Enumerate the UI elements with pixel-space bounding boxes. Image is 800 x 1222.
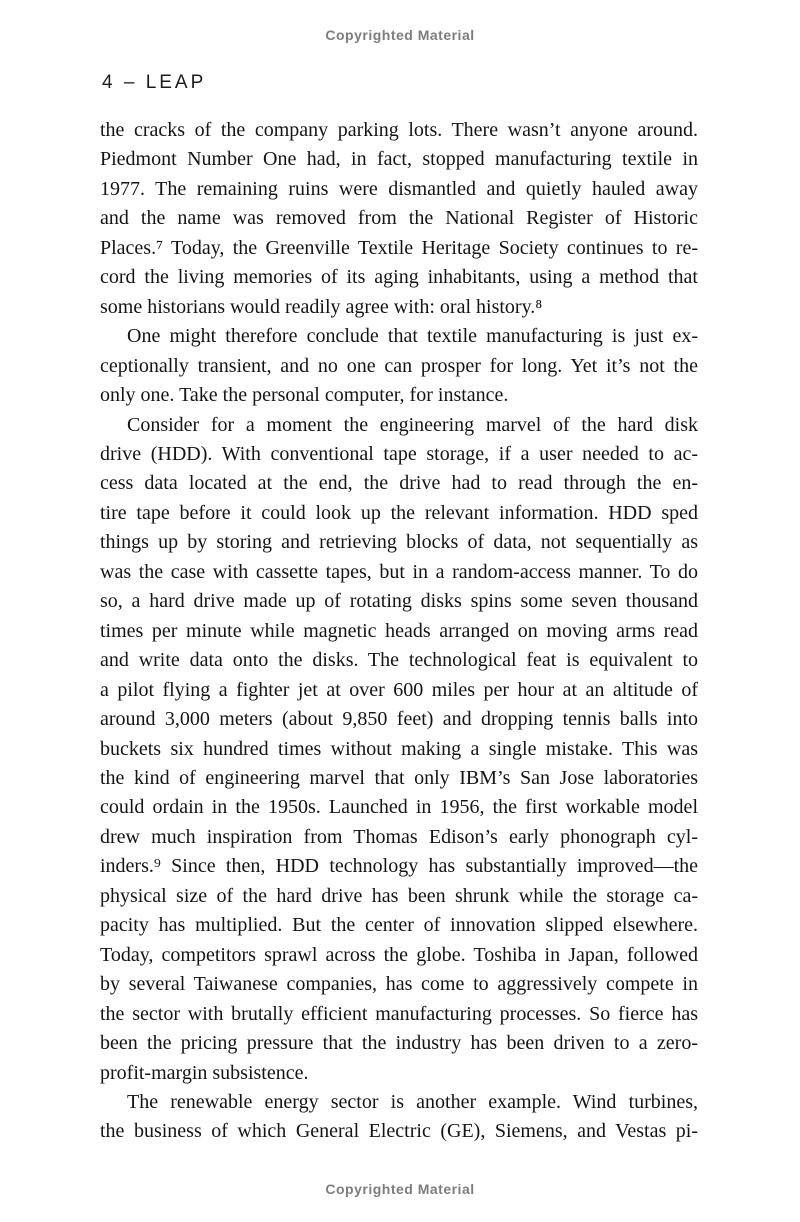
text-line: the sector with brutally efficient manufacturing processes. So fierce has — [100, 1002, 698, 1025]
text-line: times per minute while magnetic heads arranged on moving arms read — [100, 619, 698, 642]
text-line: some historians would readily agree with: oral history.⁸ — [100, 295, 543, 318]
text-line: drew much inspiration from Thomas Edison’s early phonograph cyl- — [100, 825, 698, 848]
text-line: One might therefore conclude that textile manufacturing is just ex- — [127, 325, 698, 348]
text-line: Consider for a moment the engineering marvel of the hard disk — [127, 413, 698, 436]
copyright-watermark-top: Copyrighted Material — [325, 27, 475, 43]
text-line: a pilot flying a fighter jet at over 600 miles per hour at an altitude of — [100, 678, 698, 701]
text-line: drive (HDD). With conventional tape storage, if a user needed to ac- — [100, 442, 698, 465]
text-line: Today, competitors sprawl across the globe. Toshiba in Japan, followed — [100, 943, 698, 966]
text-line: inders.⁹ Since then, HDD technology has substantially improved—the — [100, 855, 698, 878]
text-line: 1977. The remaining ruins were dismantled and quietly hauled away — [100, 177, 698, 200]
text-line: cess data located at the end, the drive had to read through the en- — [100, 472, 698, 495]
text-line: physical size of the hard drive has been shrunk while the storage ca- — [100, 884, 698, 907]
text-line: and write data onto the disks. The technological feat is equivalent to — [100, 649, 698, 672]
text-line: by several Taiwanese companies, has come to aggressively compete in — [100, 973, 698, 996]
text-line: pacity has multiplied. But the center of innovation slipped elsewhere. — [100, 914, 698, 937]
text-line: and the name was removed from the National Register of Historic — [100, 207, 698, 230]
text-line: profit-margin subsistence. — [100, 1061, 309, 1084]
text-line: Piedmont Number One had, in fact, stopped manufacturing textile in — [100, 148, 698, 171]
text-line: Places.⁷ Today, the Greenville Textile Heritage Society continues to re- — [100, 236, 698, 259]
text-line: so, a hard drive made up of rotating disks spins some seven thousand — [100, 590, 698, 613]
text-line: only one. Take the personal computer, for instance. — [100, 384, 509, 407]
text-line: could ordain in the 1950s. Launched in 1956, the first workable model — [100, 796, 698, 819]
body-text — [100, 116, 698, 1147]
text-line: buckets six hundred times without making a single mistake. This was — [100, 737, 698, 760]
copyright-watermark-bottom: Copyrighted Material — [325, 1181, 475, 1197]
text-line: cord the living memories of its aging inhabitants, using a method that — [100, 266, 698, 289]
text-line: the kind of engineering marvel that only IBM’s San Jose laboratories — [100, 766, 698, 789]
text-line: The renewable energy sector is another example. Wind turbines, — [127, 1090, 698, 1113]
text-line: tire tape before it could look up the relevant information. HDD sped — [100, 501, 698, 524]
text-line: things up by storing and retrieving blocks of data, not sequentially as — [100, 531, 698, 554]
page-header: 4 – LEAP — [102, 72, 207, 93]
text-line: the cracks of the company parking lots. There wasn’t anyone around. — [100, 119, 698, 141]
text-line: been the pricing pressure that the industry has been driven to a zero- — [100, 1032, 698, 1055]
text-line: ceptionally transient, and no one can prosper for long. Yet it’s not the — [100, 354, 698, 377]
text-line: was the case with cassette tapes, but in a random-access manner. To do — [100, 560, 698, 583]
text-line: the business of which General Electric (GE), Siemens, and Vestas pi- — [100, 1120, 698, 1143]
text-line: around 3,000 meters (about 9,850 feet) and dropping tennis balls into — [100, 708, 698, 731]
